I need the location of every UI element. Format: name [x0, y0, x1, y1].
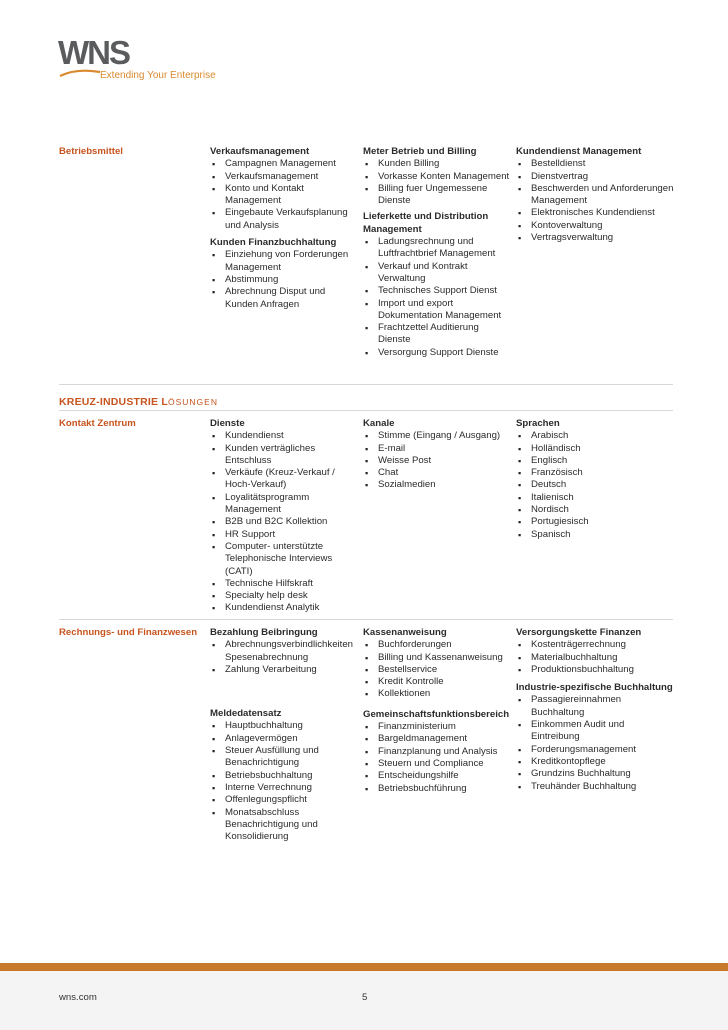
logo-wordmark: WNS [58, 34, 129, 71]
section-heading-small: ÖSUNGEN [167, 397, 218, 407]
list-item: ▪ Forderungsmanagement [516, 744, 674, 756]
list-item: ▪ Produktionsbuchhaltung [516, 664, 674, 676]
list-item: ▪ Finanzplanung und Analysis [363, 746, 511, 758]
column [363, 627, 511, 795]
page-number: 5 [362, 992, 368, 1003]
list-item: ▪ Steuer Ausfüllung und Benachrichtigung [210, 745, 358, 770]
list-item: ▪ Campagnen Management [210, 158, 358, 170]
list-item: ▪ Französisch [516, 467, 674, 479]
divider [59, 410, 673, 411]
list-item: ▪ Stimme (Eingang / Ausgang) [363, 430, 511, 442]
column [516, 418, 674, 541]
row-heading: Rechnungs- und Finanzwesen [59, 627, 198, 638]
list-item: ▪ Italienisch [516, 492, 674, 504]
list-item: ▪ Materialbuchhaltung [516, 652, 674, 664]
list-item: ▪ Kundendienst Analytik [210, 602, 358, 614]
group-heading: Versorgungskette Finanzen [516, 627, 642, 638]
row-heading: Kontakt Zentrum [59, 418, 136, 429]
list-item: ▪ Betriebsbuchhaltung [210, 770, 358, 782]
group-heading: Dienste [210, 418, 245, 429]
list-item: ▪ Kundendienst [210, 430, 358, 442]
group-heading: Gemeinschaftsfunktionsbereich [363, 708, 510, 720]
list-item: ▪ Billing und Kassenanweisung [363, 652, 511, 664]
group-heading: Kanale [363, 418, 395, 429]
list-item: ▪ Offenlegungspflicht [210, 794, 358, 806]
list-item: ▪ Bestellservice [363, 664, 511, 676]
list-item: ▪ Abrechnung Disput und Kunden Anfragen [210, 286, 358, 311]
list-item: ▪ Technische Hilfskraft [210, 578, 358, 590]
list-item: ▪ Treuhänder Buchhaltung [516, 781, 674, 793]
list-item: ▪ Zahlung Verarbeitung [210, 664, 358, 676]
list-item: ▪ Kontoverwaltung [516, 220, 674, 232]
list-item: ▪ B2B und B2C Kollektion [210, 516, 358, 528]
column [210, 627, 358, 843]
list-item: ▪ Loyalitätsprogramm Management [210, 492, 358, 517]
list-item: ▪ Anlagevermögen [210, 733, 358, 745]
list-item: ▪ Hauptbuchhaltung [210, 720, 358, 732]
list-item: ▪ Grundzins Buchhaltung [516, 768, 674, 780]
list-item: ▪ Arabisch [516, 430, 674, 442]
list-item: ▪ E-mail [363, 443, 511, 455]
list-item: ▪ Chat [363, 467, 511, 479]
row-heading: Betriebsmittel [59, 146, 123, 157]
list-item: ▪ Spanisch [516, 529, 674, 541]
list-item: ▪ Konto und Kontakt Management [210, 183, 358, 208]
group-heading: Kassenanweisung [363, 627, 447, 638]
list-item: ▪ Monatsabschluss Benachrichtigung und Konsolidierung [210, 807, 358, 844]
list-item: ▪ Billing fuer Ungemessene Dienste [363, 183, 511, 208]
column [210, 146, 358, 311]
footer-website: wns.com [59, 992, 97, 1003]
list-item: ▪ Passagiereinnahmen Buchhaltung [516, 694, 674, 719]
list-item: ▪ Kunden Billing [363, 158, 511, 170]
list-item: ▪ Vertragsverwaltung [516, 232, 674, 244]
section-heading-main: KREUZ-INDUSTRIE L [59, 396, 168, 408]
list-item: ▪ Deutsch [516, 479, 674, 491]
logo-tagline: Extending Your Enterprise [100, 70, 216, 81]
group-heading: Sprachen [516, 418, 560, 429]
list-item: ▪ Bargeldmanagement [363, 733, 511, 745]
divider [59, 384, 673, 385]
group-heading: Industrie-spezifische Buchhaltung [516, 682, 673, 694]
list-item: ▪ Entscheidungshilfe [363, 770, 511, 782]
footer-accent-bar [0, 963, 728, 971]
section-heading [59, 396, 218, 408]
group-heading: Verkaufsmanagement [210, 146, 310, 157]
list-item: ▪ Beschwerden und Anforderungen Management [516, 183, 674, 208]
group-heading: Meldedatensatz [210, 708, 282, 720]
column [516, 146, 674, 244]
list-item: ▪ Verkaufsmanagement [210, 171, 358, 183]
list-item: ▪ Dienstvertrag [516, 171, 674, 183]
list-item: ▪ Weisse Post [363, 455, 511, 467]
list-item: ▪ Kreditkontopflege [516, 756, 674, 768]
list-item: ▪ Steuern und Compliance [363, 758, 511, 770]
column [516, 627, 674, 793]
list-item: ▪ Computer- unterstützte Telephonische Interviews (CATI) [210, 541, 358, 578]
list-item: ▪ Eingebaute Verkaufsplanung und Analysis [210, 207, 358, 232]
list-item: ▪ Abrechnungsverbindlichkeiten Spesenabrechnung [210, 639, 358, 664]
list-item: ▪ Holländisch [516, 443, 674, 455]
column [363, 418, 511, 492]
list-item: ▪ Frachtzettel Auditierung Dienste [363, 322, 511, 347]
wns-logo [58, 36, 218, 86]
list-item: ▪ Ladungsrechnung und Luftfrachtbrief Management [363, 236, 511, 261]
list-item: ▪ Buchforderungen [363, 639, 511, 651]
list-item: ▪ Technisches Support Dienst [363, 285, 511, 297]
list-item: ▪ Vorkasse Konten Management [363, 171, 511, 183]
group-heading: Meter Betrieb und Billing [363, 146, 477, 157]
list-item: ▪ Verkauf und Kontrakt Verwaltung [363, 261, 511, 286]
divider [59, 619, 673, 620]
column [210, 418, 358, 615]
list-item: ▪ Kostenträgerrechnung [516, 639, 674, 651]
column [363, 146, 511, 359]
logo-swoosh-icon [58, 66, 102, 80]
list-item: ▪ Kredit Kontrolle [363, 676, 511, 688]
group-heading: Kundendienst Management [516, 146, 642, 157]
group-heading: Kunden Finanzbuchhaltung [210, 237, 337, 249]
list-item: ▪ Nordisch [516, 504, 674, 516]
list-item: ▪ Kunden verträgliches Entschluss [210, 443, 358, 468]
list-item: ▪ Specialty help desk [210, 590, 358, 602]
list-item: ▪ Kollektionen [363, 688, 511, 700]
list-item: ▪ Interne Verrechnung [210, 782, 358, 794]
list-item: ▪ Abstimmung [210, 274, 358, 286]
list-item: ▪ Englisch [516, 455, 674, 467]
list-item: ▪ Elektronisches Kundendienst [516, 207, 674, 219]
list-item: ▪ Verkäufe (Kreuz-Verkauf / Hoch-Verkauf) [210, 467, 358, 492]
list-item: ▪ Betriebsbuchführung [363, 783, 511, 795]
list-item: ▪ Einkommen Audit und Eintreibung [516, 719, 674, 744]
list-item: ▪ Versorgung Support Dienste [363, 347, 511, 359]
group-heading: Bezahlung Beibringung [210, 627, 318, 638]
list-item: ▪ Import und export Dokumentation Management [363, 298, 511, 323]
group-heading: Lieferkette und Distribution Management [363, 211, 489, 235]
list-item: ▪ Einziehung von Forderungen Management [210, 249, 358, 274]
list-item: ▪ Bestelldienst [516, 158, 674, 170]
list-item: ▪ Finanzministerium [363, 721, 511, 733]
list-item: ▪ Portugiesisch [516, 516, 674, 528]
list-item: ▪ Sozialmedien [363, 479, 511, 491]
list-item: ▪ HR Support [210, 529, 358, 541]
